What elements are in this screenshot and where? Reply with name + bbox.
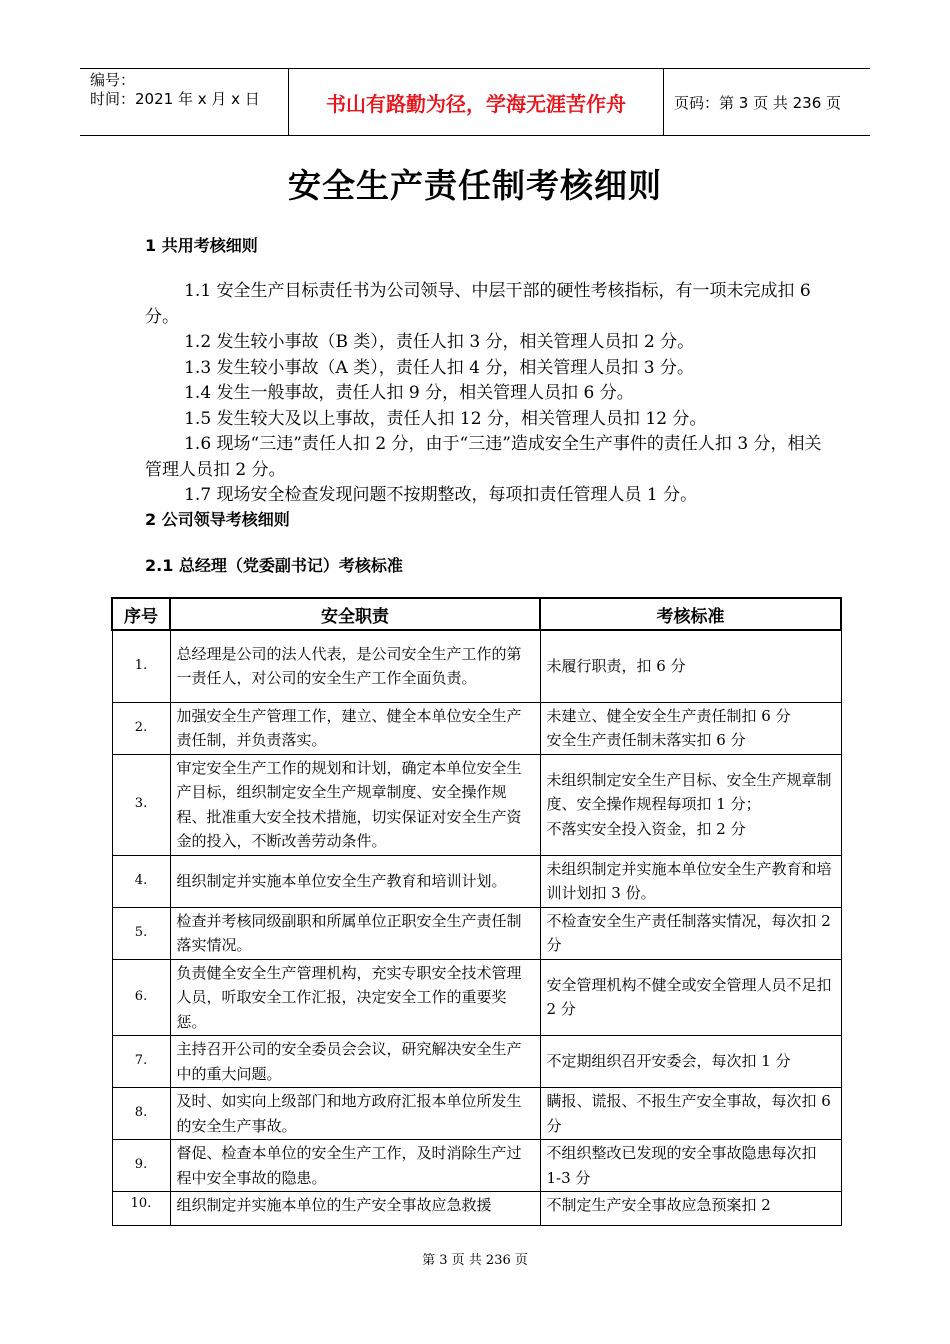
row-duty: 组织制定并实施本单位安全生产教育和培训计划。 (170, 855, 540, 907)
row-standard: 未建立、健全安全生产责任制扣 6 分 安全生产责任制未落实扣 6 分 (540, 702, 841, 754)
header-number: 编号： (90, 71, 136, 89)
clause: 1.3 发生较小事故（A 类），责任人扣 4 分，相关管理人员扣 3 分。 (184, 357, 694, 378)
table-row (112, 1192, 841, 1226)
col-header-number: 序号 (112, 598, 170, 630)
row-duty: 加强安全生产管理工作，建立、健全本单位安全生产责任制，并负责落实。 (170, 702, 540, 754)
page-header (80, 68, 870, 136)
header-motto: 书山有路勤为径，学海无涯苦作舟 (288, 69, 664, 135)
row-number: 3. (112, 754, 170, 855)
table-row (112, 855, 841, 907)
row-standard: 不定期组织召开安委会，每次扣 1 分 (540, 1036, 841, 1088)
row-duty: 负责健全安全生产管理机构，充实专职安全技术管理人员，听取安全工作汇报，决定安全工作的重要奖惩。 (170, 959, 540, 1036)
row-number: 2. (112, 702, 170, 754)
section-2-1-heading: 2.1 总经理（党委副书记）考核标准 (145, 556, 403, 575)
row-number: 6. (112, 959, 170, 1036)
section-1-heading: 1 共用考核细则 (145, 236, 258, 255)
row-number: 5. (112, 907, 170, 959)
table-row (112, 907, 841, 959)
row-standard: 瞒报、谎报、不报生产安全事故，每次扣 6 分 (540, 1088, 841, 1140)
row-standard: 不组织整改已发现的安全事故隐患每次扣 1-3 分 (540, 1140, 841, 1192)
row-standard: 未组织制定并实施本单位安全生产教育和培训计划扣 3 份。 (540, 855, 841, 907)
clause: 1.6 现场“三违”责任人扣 2 分，由于“三违”造成安全生产事件的责任人扣 3 分，相关管理人员扣 2 分。 (145, 434, 822, 480)
row-standard: 未履行职责，扣 6 分 (540, 630, 841, 702)
table-row (112, 702, 841, 754)
table-header-row (112, 598, 841, 630)
header-meta (80, 69, 288, 135)
row-number: 9. (112, 1140, 170, 1192)
table-row (112, 959, 841, 1036)
page-footer: 第 3 页 共 236 页 (422, 1253, 528, 1268)
row-standard: 不检查安全生产责任制落实情况，每次扣 2 分 (540, 907, 841, 959)
col-header-duty: 安全职责 (170, 598, 540, 630)
table-row (112, 1140, 841, 1192)
row-duty: 主持召开公司的安全委员会会议，研究解决安全生产中的重大问题。 (170, 1036, 540, 1088)
clause: 1.4 发生一般事故，责任人扣 9 分，相关管理人员扣 6 分。 (184, 383, 634, 403)
table-row (112, 1036, 841, 1088)
row-standard: 不制定生产安全事故应急预案扣 2 (540, 1192, 841, 1226)
row-number: 1. (112, 630, 170, 702)
section-1-body (145, 279, 825, 509)
header-time: 时间：2021 年 x 月 x 日 (90, 90, 260, 108)
row-duty: 检查并考核同级副职和所属单位正职安全生产责任制落实情况。 (170, 907, 540, 959)
row-duty: 及时、如实向上级部门和地方政府汇报本单位所发生的安全生产事故。 (170, 1088, 540, 1140)
row-number: 10. (112, 1192, 170, 1226)
document-title: 安全生产责任制考核细则 (288, 166, 662, 205)
row-standard: 安全管理机构不健全或安全管理人员不足扣 2 分 (540, 959, 841, 1036)
section-2-heading: 2 公司领导考核细则 (145, 510, 290, 529)
table-row (112, 1088, 841, 1140)
row-number: 4. (112, 855, 170, 907)
row-duty: 总经理是公司的法人代表，是公司安全生产工作的第一责任人，对公司的安全生产工作全面负责。 (170, 630, 540, 702)
clause: 1.1 安全生产目标责任书为公司领导、中层干部的硬性考核指标，有一项未完成扣 6 分。 (145, 281, 811, 327)
table-row (112, 754, 841, 855)
clause: 1.7 现场安全检查发现问题不按期整改，每项扣责任管理人员 1 分。 (184, 485, 698, 505)
header-page-info: 页码：第 3 页 共 236 页 (674, 93, 842, 112)
row-number: 8. (112, 1088, 170, 1140)
table-row (112, 630, 841, 702)
row-duty: 督促、检查本单位的安全生产工作，及时消除生产过程中安全事故的隐患。 (170, 1140, 540, 1192)
row-duty: 组织制定并实施本单位的生产安全事故应急救援 (170, 1192, 540, 1226)
col-header-standard: 考核标准 (540, 598, 841, 630)
row-duty: 审定安全生产工作的规划和计划，确定本单位安全生产目标，组织制定安全生产规章制度、安全操作规程、批准重大安全技术措施，切实保证对安全生产资金的投入，不断改善劳动条件。 (170, 754, 540, 855)
row-number: 7. (112, 1036, 170, 1088)
assessment-table (111, 597, 842, 1226)
row-standard: 未组织制定安全生产目标、安全生产规章制度、安全操作规程每项扣 1 分； 不落实安全投入资金，扣 2 分 (540, 754, 841, 855)
clause: 1.5 发生较大及以上事故，责任人扣 12 分，相关管理人员扣 12 分。 (184, 408, 707, 429)
clause: 1.2 发生较小事故（B 类），责任人扣 3 分，相关管理人员扣 2 分。 (184, 332, 695, 352)
